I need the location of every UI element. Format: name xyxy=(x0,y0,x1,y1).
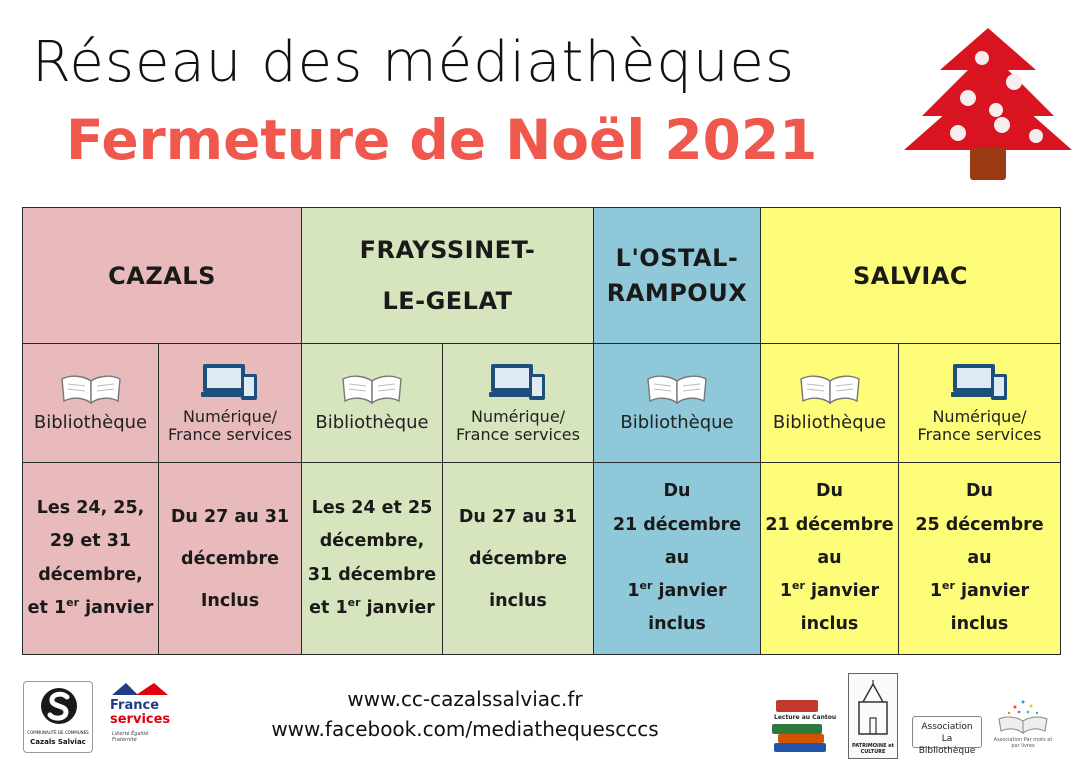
closure-table xyxy=(22,207,1061,655)
cazals-s-icon xyxy=(24,684,94,730)
par-mots-par-livres-logo: Association Par mots et par livres xyxy=(993,697,1053,755)
flag-icon xyxy=(112,683,168,697)
service-frayssinet-numerique: Numérique/ France services xyxy=(443,344,594,463)
service-ostal-bibliotheque: Bibliothèque xyxy=(594,344,761,463)
computer-tablet-icon xyxy=(951,362,1009,402)
dates-frayssinet-numerique: Du 27 au 31 décembre inclus xyxy=(443,463,594,655)
open-book-icon xyxy=(646,373,708,407)
header-cazals: CAZALS xyxy=(23,208,302,344)
patrimoine-culture-logo: PATRIMOINE et CULTURE xyxy=(848,673,898,759)
service-salviac-bibliotheque: Bibliothèque xyxy=(761,344,899,463)
dates-cazals-numerique: Du 27 au 31 décembre Inclus xyxy=(159,463,302,655)
dates-salviac-bibliotheque: Du 21 décembre au 1er janvier inclus xyxy=(761,463,899,655)
facebook-link[interactable]: www.facebook.com/mediathequescccs xyxy=(271,717,659,741)
dates-cazals-bibliotheque: Les 24, 25, 29 et 31 décembre, et 1er janvier xyxy=(23,463,159,655)
service-cazals-numerique: Numérique/ France services xyxy=(159,344,302,463)
christmas-tree-icon xyxy=(904,28,1072,188)
dates-ostal-bibliotheque: Du 21 décembre au 1er janvier inclus xyxy=(594,463,761,655)
computer-tablet-icon xyxy=(201,362,259,402)
open-book-sparkle-icon xyxy=(993,697,1053,737)
header-ostal-rampoux: L'OSTAL- RAMPOUX xyxy=(594,208,761,344)
open-book-icon xyxy=(341,373,403,407)
dates-salviac-numerique: Du 25 décembre au 1er janvier inclus xyxy=(899,463,1061,655)
page-title: Réseau des médiathèques xyxy=(32,30,796,95)
footer-links xyxy=(250,684,680,744)
open-book-icon xyxy=(60,373,122,407)
association-bibliotheque-logo: Association La Bibliothèque xyxy=(912,716,982,748)
lecture-au-cantou-logo: Lecture au Cantou xyxy=(770,696,832,754)
service-frayssinet-bibliotheque: Bibliothèque xyxy=(302,344,443,463)
service-salviac-numerique: Numérique/ France services xyxy=(899,344,1061,463)
church-icon xyxy=(849,678,897,738)
page-subtitle: Fermeture de Noël 2021 xyxy=(66,108,818,172)
website-link[interactable]: www.cc-cazalssalviac.fr xyxy=(347,687,583,711)
header-frayssinet: FRAYSSINET- LE-GELAT xyxy=(302,208,594,344)
france-services-logo: France services Liberté Égalité Fraternité xyxy=(108,683,172,753)
computer-tablet-icon xyxy=(489,362,547,402)
header-salviac: SALVIAC xyxy=(761,208,1061,344)
cazals-salviac-logo: COMMUNAUTÉ DE COMMUNES Cazals Salviac xyxy=(23,681,93,753)
stacked-books-icon xyxy=(770,696,832,754)
open-book-icon xyxy=(799,373,861,407)
dates-frayssinet-bibliotheque: Les 24 et 25 décembre, 31 décembre et 1er janvier xyxy=(302,463,443,655)
service-cazals-bibliotheque: Bibliothèque xyxy=(23,344,159,463)
